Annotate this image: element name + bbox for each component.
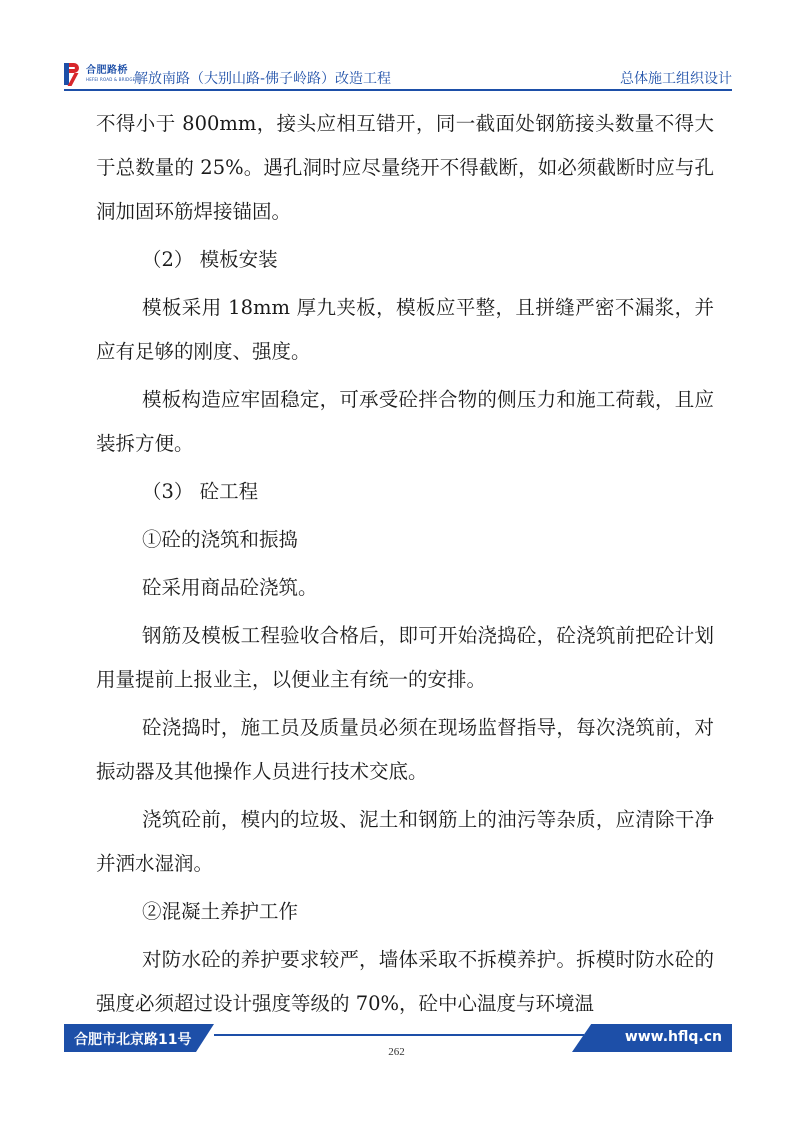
logo-mark-icon [64, 63, 82, 85]
page-header [64, 60, 732, 90]
page-number: 262 [388, 1046, 405, 1058]
project-title: 解放南路（大别山路-佛子岭路）改造工程 [134, 71, 392, 87]
footer-divider [214, 1034, 584, 1036]
paragraph: 砼采用商品砼浇筑。 [142, 576, 318, 599]
subsection-heading-curing: ②混凝土养护工作 [142, 900, 299, 923]
logo-company-name: 合肥路桥 [86, 65, 128, 76]
paragraph: 模板采用 18mm 厚九夹板，模板应平整，且拼缝严密不漏浆，并应有足够的刚度、强度。 [96, 296, 714, 363]
logo-company-name-en: HEFEI ROAD & BRIDGE [86, 77, 136, 82]
footer-address: 合肥市北京路11号 [74, 1032, 192, 1048]
paragraph: 对防水砼的养护要求较严，墙体采取不拆模养护。拆模时防水砼的强度必须超过设计强度等级的 70%，砼中心温度与环境温 [96, 948, 714, 1015]
document-body [96, 102, 714, 1026]
footer-website[interactable]: www.hflq.cn [624, 1029, 722, 1045]
document-type: 总体施工组织设计 [620, 71, 732, 87]
paragraph: 砼浇捣时，施工员及质量员必须在现场监督指导，每次浇筑前，对振动器及其他操作人员进行技术交底。 [96, 716, 714, 783]
paragraph: 浇筑砼前，模内的垃圾、泥土和钢筋上的油污等杂质，应清除干净并洒水湿润。 [96, 808, 714, 875]
header-divider [64, 89, 732, 91]
paragraph-continuation: 不得小于 800mm，接头应相互错开，同一截面处钢筋接头数量不得大于总数量的 25%。遇孔洞时应尽量绕开不得截断，如必须截断时应与孔洞加固环筋焊接锚固。 [96, 112, 714, 223]
paragraph: 模板构造应牢固稳定，可承受砼拌合物的侧压力和施工荷载，且应装拆方便。 [96, 388, 714, 455]
section-heading-formwork: （2） 模板安装 [142, 248, 278, 271]
subsection-heading-pouring: ①砼的浇筑和振捣 [142, 528, 299, 551]
section-heading-concrete: （3） 砼工程 [142, 480, 259, 503]
company-logo [64, 62, 135, 86]
paragraph: 钢筋及模板工程验收合格后，即可开始浇捣砼，砼浇筑前把砼计划用量提前上报业主，以便业主有统一的安排。 [96, 624, 714, 691]
